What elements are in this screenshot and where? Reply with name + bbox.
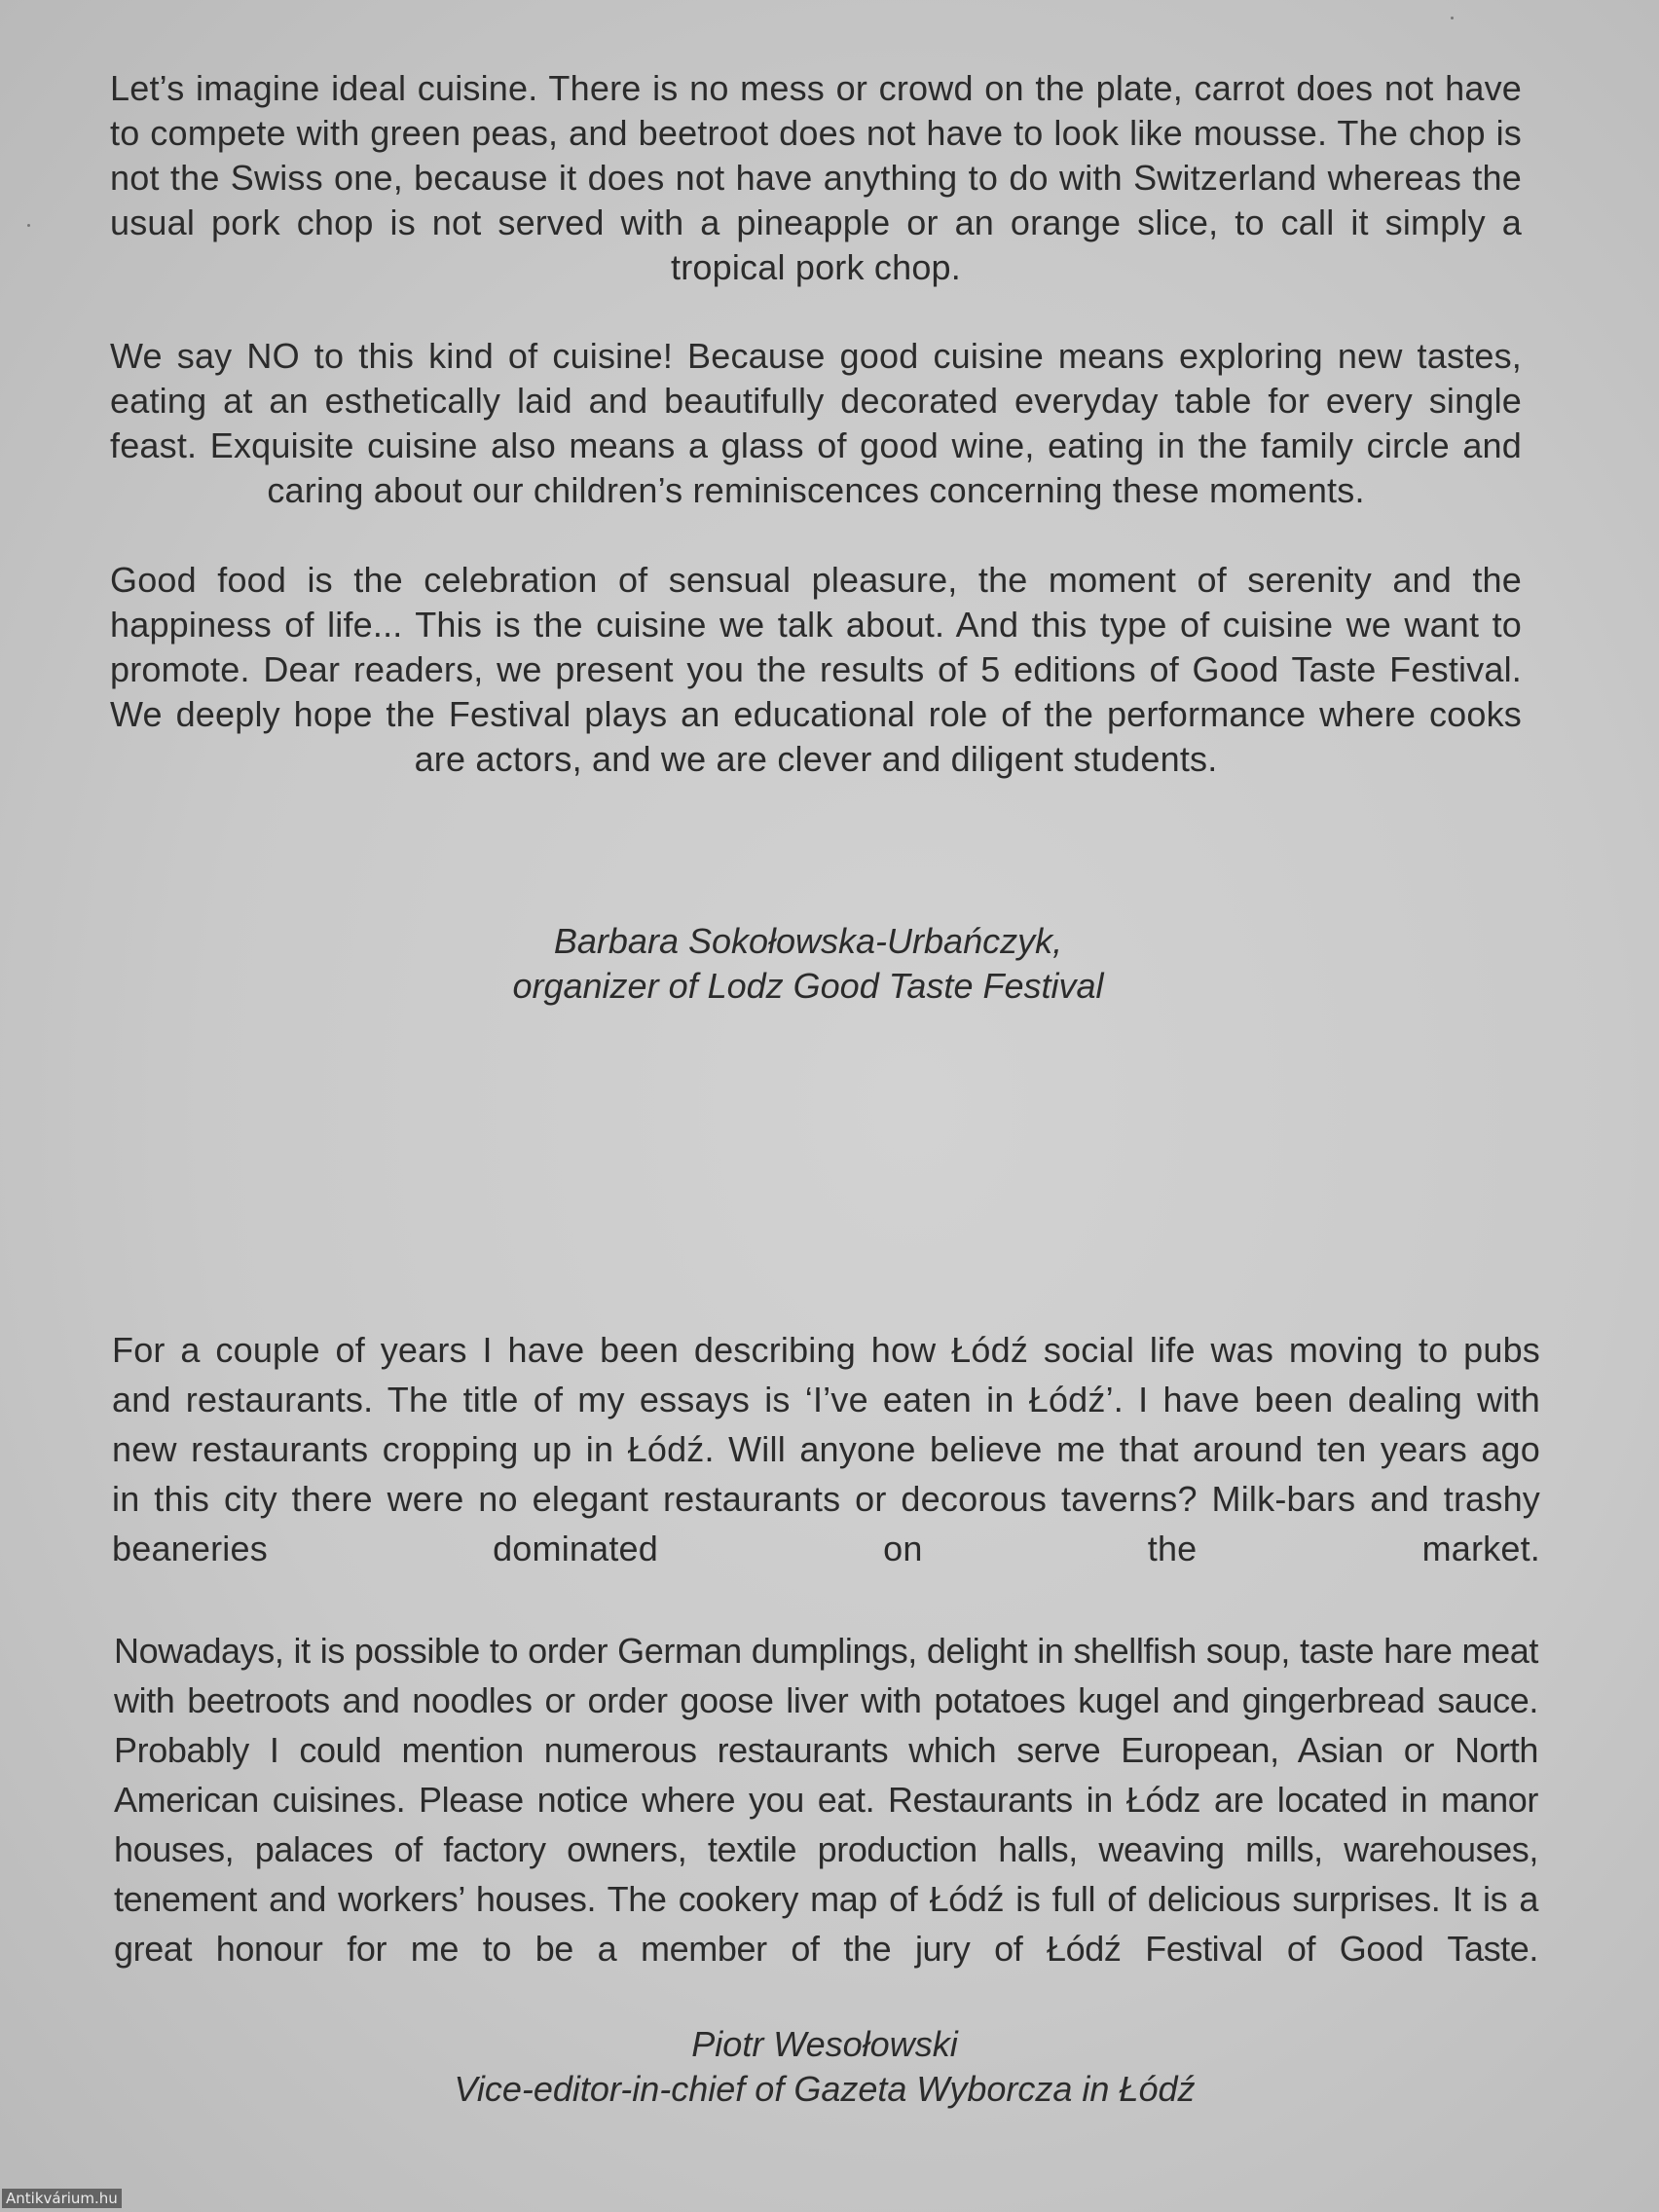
speck-mark (27, 224, 30, 227)
article2-signature-name: Piotr Wesołowski (691, 2024, 958, 2064)
article2-signature (0, 2022, 1654, 2112)
article1-signature (0, 919, 1638, 1009)
watermark-label: Antikvárium.hu (2, 2189, 122, 2208)
article2-paragraph-1: For a couple of years I have been describing how Łódź social life was moving to pubs and restaurants. The title of my essays is ‘I’ve eaten in Łódź’. I have been dealing with new restaurants cropping up in Łódź. Will anyone believe me that around ten years ago in this city there were no elegant restaurants or decorous taverns? Milk-bars and trashy beaneries dominated on the market. (112, 1330, 1540, 1568)
article2-signature-role: Vice-editor-in-chief of Gazeta Wyborcza in Łódź (454, 2069, 1196, 2109)
article2-paragraph-2: Nowadays, it is possible to order German dumplings, delight in shellfish soup, taste hare meat with beetroots and noodles or order goose liver with potatoes kugel and gingerbread sauce. Probably I could mention numerous restaurants which serve European, Asian or North American cuisines. Please notice where you eat. Restaurants in Łódz are located in manor houses, palaces of factory owners, textile production halls, weaving mills, warehouses, tenement and workers’ houses. The cookery map of Łódź is full of delicious surprises. It is a great honour for me to be a member of the jury of Łódź Festival of Good Taste. (114, 1631, 1538, 1969)
article1-paragraph-2: We say NO to this kind of cuisine! Because good cuisine means exploring new tastes, eating at an esthetically laid and beautifully decorated everyday table for every single feast. Exquisite cuisine also means a glass of good wine, eating in the family circle and caring about our children’s reminiscences concerning these moments. (110, 336, 1522, 510)
article1-signature-name: Barbara Sokołowska-Urbańczyk, (553, 921, 1063, 961)
article1-signature-role: organizer of Lodz Good Taste Festival (512, 966, 1104, 1006)
article1-paragraph-3: Good food is the celebration of sensual pleasure, the moment of serenity and the happiness of life... This is the cuisine we talk about. And this type of cuisine we want to promote. Dear readers, we present you the results of 5 editions of Good Taste Festival. We deeply hope the Festival plays an educational role of the performance where cooks are actors, and we are clever and diligent students. (110, 560, 1522, 779)
speck-mark (1451, 17, 1454, 19)
article1-paragraph-1: Let’s imagine ideal cuisine. There is no mess or crowd on the plate, carrot does not have to compete with green peas, and beetroot does not have to look like mousse. The chop is not the Swiss one, because it does not have anything to do with Switzerland whereas the usual pork chop is not served with a pineapple or an orange slice, to call it simply a tropical pork chop. (110, 68, 1522, 287)
